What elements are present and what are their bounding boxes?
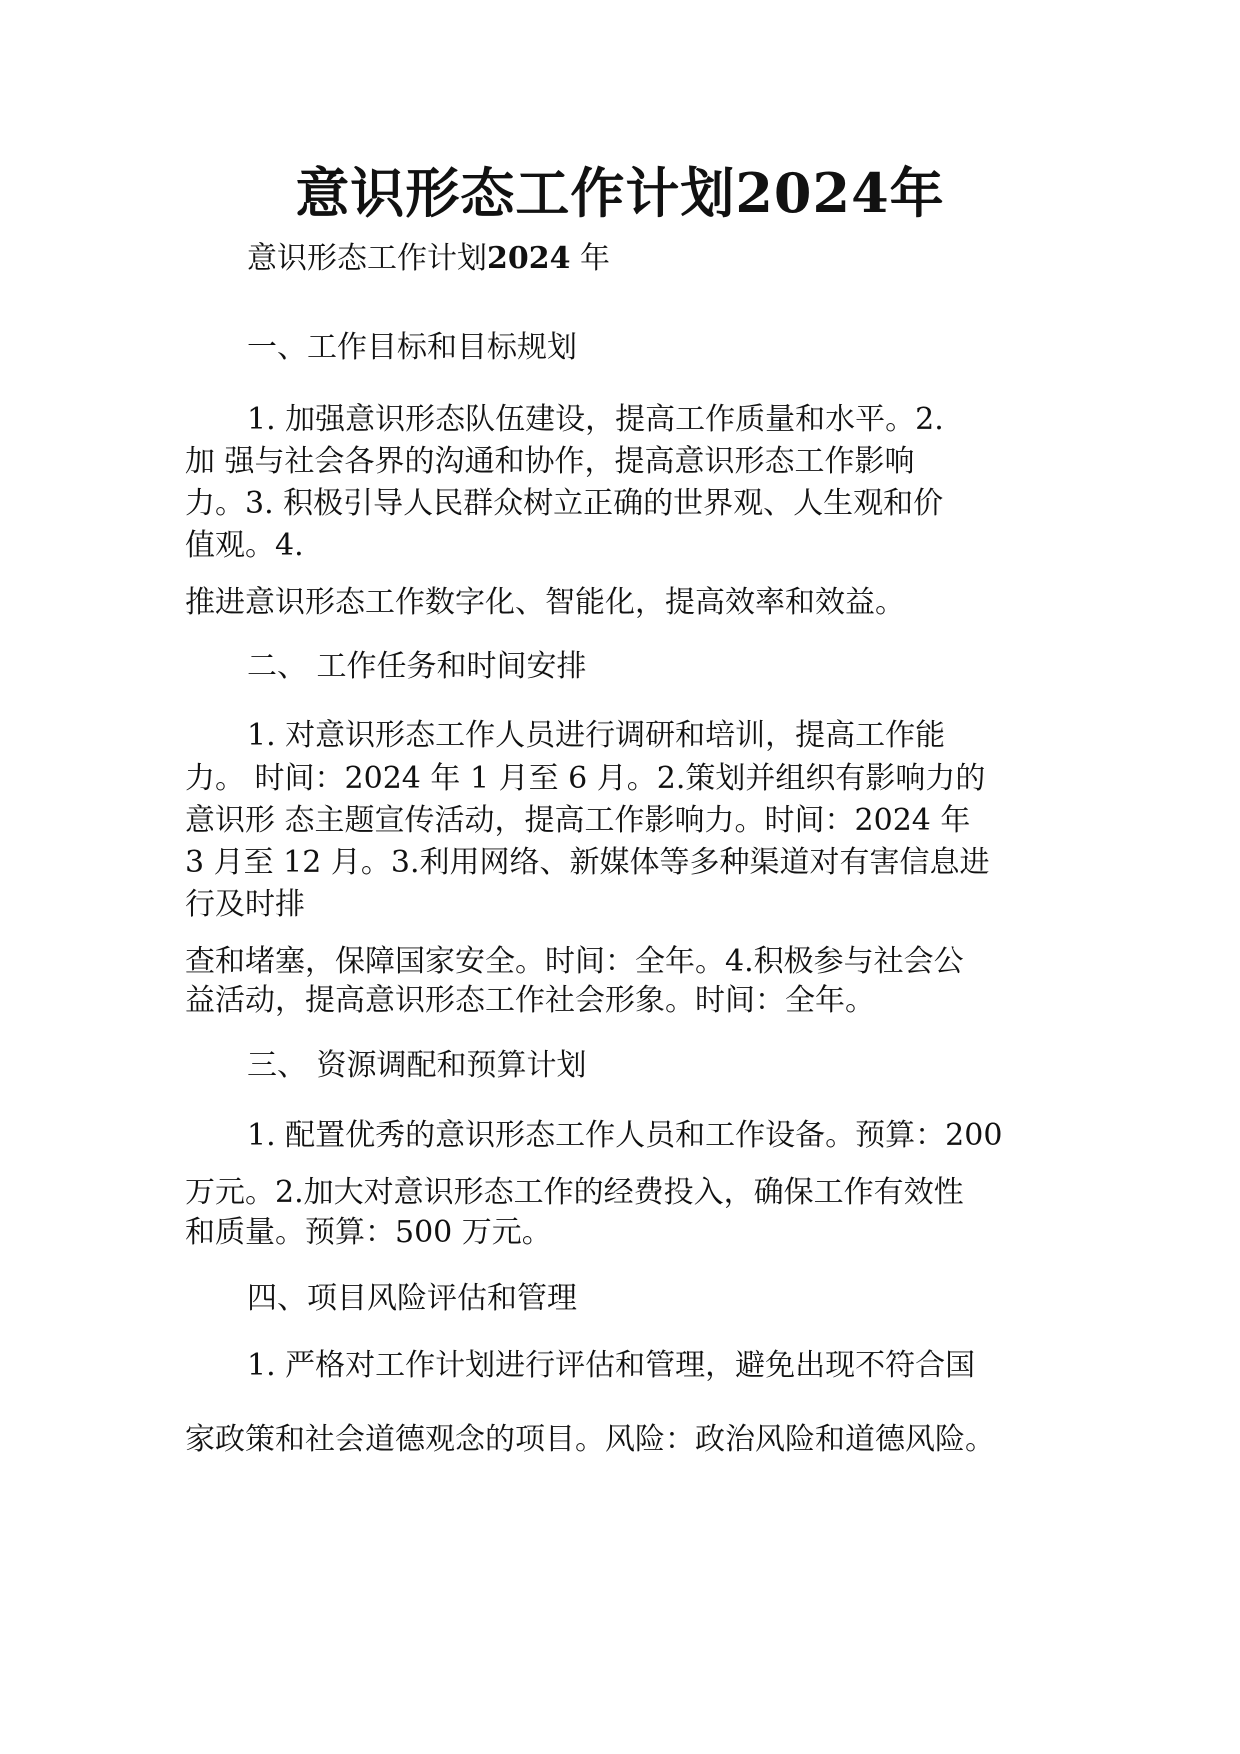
paragraph-line: 1. 配置优秀的意识形态工作人员和工作设备。预算：200 — [247, 1118, 1003, 1153]
section-heading-3: 三、 资源调配和预算计划 — [247, 1048, 587, 1083]
paragraph-line: 家政策和社会道德观念的项目。风险：政治风险和道德风险。 — [185, 1422, 995, 1457]
paragraph-line: 万元。2.加大对意识形态工作的经费投入，确保工作有效性 — [185, 1175, 964, 1210]
paragraph-line: 1. 严格对工作计划进行评估和管理，避免出现不符合国 — [247, 1348, 976, 1383]
paragraph-line: 力。 时间：2024 年 1 月至 6 月。2.策划并组织有影响力的 — [185, 761, 986, 796]
document-title: 意识形态工作计划2024年 — [295, 161, 945, 225]
subtitle-year: 2024 — [487, 241, 571, 276]
paragraph-line: 推进意识形态工作数字化、智能化，提高效率和效益。 — [185, 585, 905, 620]
paragraph-line: 值观。4. — [185, 528, 304, 563]
paragraph-line: 查和堵塞，保障国家安全。时间：全年。4.积极参与社会公 — [185, 944, 964, 979]
document-subtitle — [247, 240, 610, 278]
paragraph-line: 力。3. 积极引导人民群众树立正确的世界观、人生观和价 — [185, 486, 944, 521]
paragraph-line: 意识形 态主题宣传活动，提高工作影响力。时间：2024 年 — [185, 803, 971, 838]
section-heading-4: 四、项目风险评估和管理 — [247, 1281, 577, 1316]
section-heading-1: 一、工作目标和目标规划 — [247, 330, 577, 365]
subtitle-suffix: 年 — [570, 241, 611, 276]
paragraph-line: 和质量。预算：500 万元。 — [185, 1215, 552, 1250]
section-heading-2: 二、 工作任务和时间安排 — [247, 649, 587, 684]
paragraph-line: 1. 加强意识形态队伍建设，提高工作质量和水平。2. — [247, 402, 944, 437]
paragraph-line: 1. 对意识形态工作人员进行调研和培训，提高工作能 — [247, 718, 946, 753]
paragraph-line: 3 月至 12 月。3.利用网络、新媒体等多种渠道对有害信息进 — [185, 845, 990, 880]
paragraph-line: 加 强与社会各界的沟通和协作，提高意识形态工作影响 — [185, 444, 915, 479]
subtitle-text: 意识形态工作计划 — [247, 241, 487, 276]
paragraph-line: 行及时排 — [185, 887, 305, 922]
paragraph-line: 益活动，提高意识形态工作社会形象。时间：全年。 — [185, 983, 875, 1018]
